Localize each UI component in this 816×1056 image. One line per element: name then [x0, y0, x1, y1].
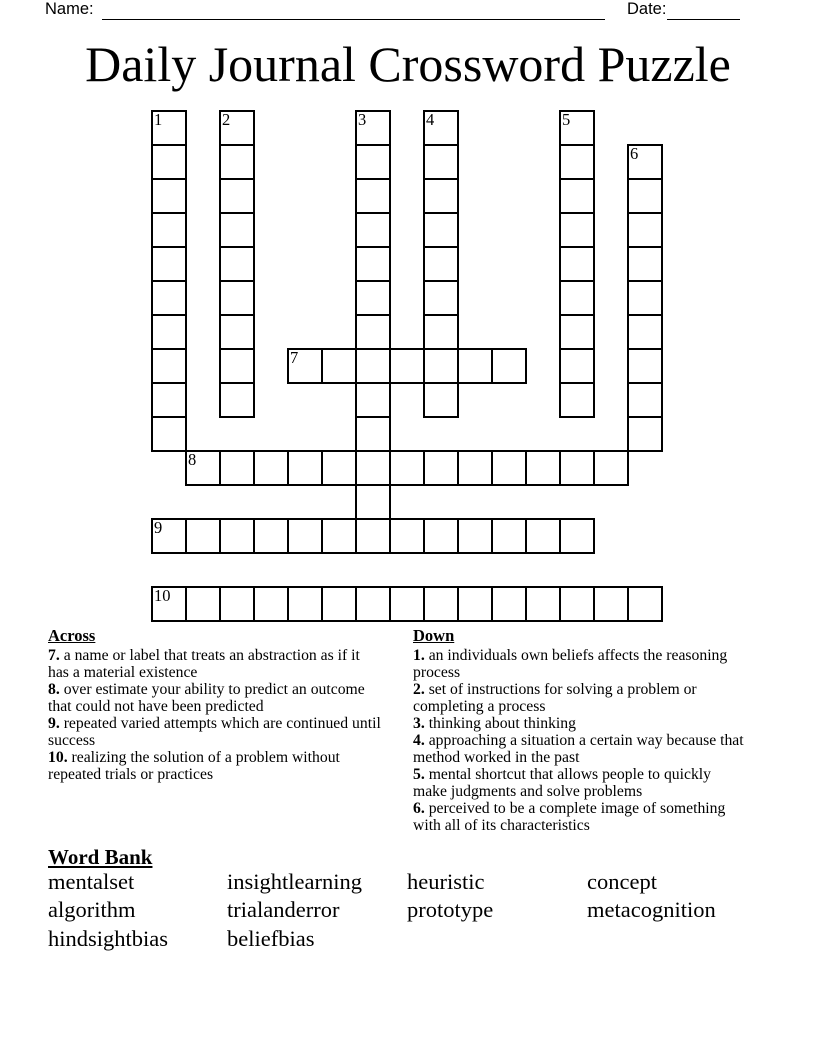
grid-cell[interactable] — [355, 586, 391, 622]
grid-cell[interactable] — [219, 246, 255, 282]
grid-cell[interactable] — [151, 314, 187, 350]
grid-cell[interactable] — [559, 280, 595, 316]
grid-cell[interactable] — [423, 246, 459, 282]
grid-cell[interactable] — [423, 518, 459, 554]
clue-number: 9. — [48, 715, 60, 732]
grid-cell[interactable] — [525, 450, 561, 486]
grid-cell[interactable] — [355, 450, 391, 486]
grid-cell[interactable] — [151, 382, 187, 418]
grid-cell-number: 1 — [154, 110, 163, 129]
grid-cell[interactable] — [219, 518, 255, 554]
clue-item — [413, 800, 747, 834]
grid-cell[interactable] — [559, 518, 595, 554]
date-label: Date: — [627, 0, 667, 18]
clue-text: approaching a situation a certain way because that method worked in the past — [413, 732, 744, 766]
grid-cell[interactable] — [185, 518, 221, 554]
grid-cell[interactable] — [389, 518, 425, 554]
clue-text: an individuals own beliefs affects the reasoning process — [413, 647, 728, 681]
grid-cell[interactable] — [151, 586, 187, 622]
grid-cell-number: 5 — [562, 110, 571, 129]
grid-cell[interactable] — [219, 382, 255, 418]
clue-item — [413, 715, 747, 732]
grid-cell[interactable] — [389, 586, 425, 622]
clue-item — [48, 715, 384, 749]
grid-cell[interactable] — [253, 518, 289, 554]
word-bank-item: heuristic — [407, 869, 485, 894]
clue-item — [48, 749, 384, 783]
grid-cell-number: 8 — [188, 450, 197, 469]
grid-cell[interactable] — [355, 416, 391, 452]
grid-cell[interactable] — [627, 178, 663, 214]
grid-cell[interactable] — [423, 314, 459, 350]
grid-cell[interactable] — [151, 110, 187, 146]
grid-cell[interactable] — [355, 144, 391, 180]
clue-text: set of instructions for solving a problem or completing a process — [413, 681, 697, 715]
grid-cell[interactable] — [185, 586, 221, 622]
clue-item — [413, 732, 747, 766]
grid-cell[interactable] — [219, 144, 255, 180]
grid-cell[interactable] — [219, 178, 255, 214]
grid-cell[interactable] — [491, 518, 527, 554]
grid-cell[interactable] — [219, 348, 255, 384]
grid-cell[interactable] — [321, 348, 357, 384]
clue-number: 4. — [413, 732, 425, 749]
page-title: Daily Journal Crossword Puzzle — [85, 36, 731, 92]
clue-text: realizing the solution of a problem without repeated trials or practices — [48, 749, 340, 783]
grid-cell[interactable] — [525, 518, 561, 554]
clue-number: 8. — [48, 681, 60, 698]
word-bank-item: hindsightbias — [48, 925, 169, 951]
grid-cell[interactable] — [457, 348, 493, 384]
grid-cell[interactable] — [185, 450, 221, 486]
grid-cell[interactable] — [593, 450, 629, 486]
grid-cell[interactable] — [491, 450, 527, 486]
grid-cell[interactable] — [151, 518, 187, 554]
grid-cell[interactable] — [321, 450, 357, 486]
grid-cell[interactable] — [321, 586, 357, 622]
grid-cell[interactable] — [151, 144, 187, 180]
grid-cell[interactable] — [593, 586, 629, 622]
clue-item — [48, 681, 384, 715]
grid-cell[interactable] — [627, 382, 663, 418]
word-bank-item: trialanderror — [227, 897, 340, 923]
grid-cell[interactable] — [219, 314, 255, 350]
grid-cell[interactable] — [355, 212, 391, 248]
grid-cell[interactable] — [559, 314, 595, 350]
clue-item — [413, 766, 747, 800]
grid-cell[interactable] — [355, 518, 391, 554]
grid-cell[interactable] — [423, 212, 459, 248]
grid-cell-number: 3 — [358, 110, 367, 129]
grid-cell[interactable] — [423, 110, 459, 146]
grid-cell[interactable] — [253, 586, 289, 622]
name-fill-line[interactable] — [102, 2, 605, 20]
grid-cell[interactable] — [287, 518, 323, 554]
grid-cell[interactable] — [457, 450, 493, 486]
across-clue-list — [48, 647, 384, 783]
across-clues-section — [48, 627, 384, 783]
grid-cell[interactable] — [219, 110, 255, 146]
crossword-grid — [151, 110, 663, 622]
grid-cell[interactable] — [253, 450, 289, 486]
word-bank-item: beliefbias — [227, 925, 315, 951]
clue-text: mental shortcut that allows people to quickly make judgments and solve problems — [413, 766, 712, 800]
clue-text: a name or label that treats an abstraction as if it has a material existence — [48, 647, 360, 681]
clue-number: 3. — [413, 715, 425, 732]
clue-item — [413, 681, 747, 715]
across-heading: Across — [48, 626, 96, 645]
clue-item — [413, 647, 747, 681]
grid-cell[interactable] — [559, 450, 595, 486]
grid-cell[interactable] — [355, 280, 391, 316]
clue-number: 5. — [413, 766, 425, 783]
down-heading: Down — [413, 626, 455, 645]
clue-text: thinking about thinking — [428, 715, 576, 732]
grid-cell[interactable] — [559, 348, 595, 384]
grid-cell[interactable] — [151, 246, 187, 282]
grid-cell[interactable] — [423, 450, 459, 486]
grid-cell[interactable] — [355, 246, 391, 282]
grid-cell[interactable] — [627, 314, 663, 350]
down-clues-section — [413, 627, 747, 834]
grid-cell[interactable] — [627, 144, 663, 180]
word-bank-heading: Word Bank — [48, 845, 153, 869]
clue-number: 6. — [413, 800, 425, 817]
word-bank-item: prototype — [407, 897, 494, 923]
grid-cell[interactable] — [423, 178, 459, 214]
grid-cell[interactable] — [287, 348, 323, 384]
date-fill-line[interactable] — [667, 2, 740, 20]
clue-item — [48, 647, 384, 681]
grid-cell[interactable] — [219, 212, 255, 248]
grid-cell[interactable] — [151, 280, 187, 316]
word-bank — [48, 868, 768, 953]
clue-text: over estimate your ability to predict an outcome that could not have been predicted — [48, 681, 365, 715]
grid-cell[interactable] — [151, 178, 187, 214]
grid-cell[interactable] — [389, 348, 425, 384]
grid-cell[interactable] — [219, 450, 255, 486]
grid-cell[interactable] — [559, 246, 595, 282]
grid-cell[interactable] — [423, 144, 459, 180]
grid-cell[interactable] — [457, 518, 493, 554]
grid-cell-number: 2 — [222, 110, 231, 129]
grid-cell[interactable] — [355, 348, 391, 384]
down-clue-list — [413, 647, 747, 834]
grid-cell-number: 10 — [154, 586, 171, 605]
grid-cell[interactable] — [627, 348, 663, 384]
clue-number: 7. — [48, 647, 60, 664]
grid-cell-number: 6 — [630, 144, 639, 163]
grid-cell[interactable] — [287, 450, 323, 486]
grid-cell-number: 7 — [290, 348, 299, 367]
grid-cell[interactable] — [559, 212, 595, 248]
grid-cell[interactable] — [219, 586, 255, 622]
grid-cell[interactable] — [219, 280, 255, 316]
grid-cell[interactable] — [627, 416, 663, 452]
clue-number: 1. — [413, 647, 425, 664]
grid-cell[interactable] — [423, 348, 459, 384]
grid-cell[interactable] — [423, 382, 459, 418]
clue-text: perceived to be a complete image of something with all of its characteristics — [413, 800, 726, 834]
clue-number: 2. — [413, 681, 425, 698]
name-label: Name: — [45, 0, 94, 18]
grid-cell[interactable] — [287, 586, 323, 622]
grid-cell[interactable] — [151, 348, 187, 384]
word-bank-item: insightlearning — [227, 869, 362, 894]
grid-cell[interactable] — [559, 382, 595, 418]
grid-cell[interactable] — [355, 382, 391, 418]
grid-cell[interactable] — [627, 246, 663, 282]
grid-cell-number: 9 — [154, 518, 163, 537]
grid-cell[interactable] — [491, 348, 527, 384]
grid-cell[interactable] — [627, 586, 663, 622]
word-bank-item: algorithm — [48, 897, 136, 923]
grid-cell[interactable] — [491, 586, 527, 622]
grid-cell[interactable] — [151, 416, 187, 452]
grid-cell[interactable] — [627, 280, 663, 316]
grid-cell[interactable] — [355, 484, 391, 520]
clue-number: 10. — [48, 749, 68, 766]
grid-cell[interactable] — [559, 586, 595, 622]
grid-cell[interactable] — [423, 586, 459, 622]
grid-cell[interactable] — [355, 110, 391, 146]
grid-cell[interactable] — [321, 518, 357, 554]
grid-cell[interactable] — [355, 178, 391, 214]
grid-cell[interactable] — [457, 586, 493, 622]
grid-cell-number: 4 — [426, 110, 435, 129]
word-bank-item: concept — [587, 869, 657, 894]
grid-cell[interactable] — [151, 212, 187, 248]
grid-cell[interactable] — [423, 280, 459, 316]
grid-cell[interactable] — [355, 314, 391, 350]
grid-cell[interactable] — [389, 450, 425, 486]
grid-cell[interactable] — [559, 144, 595, 180]
word-bank-item: metacognition — [587, 897, 716, 923]
clue-text: repeated varied attempts which are continued until success — [48, 715, 381, 749]
grid-cell[interactable] — [627, 212, 663, 248]
grid-cell[interactable] — [559, 110, 595, 146]
word-bank-item: mentalset — [48, 869, 135, 894]
grid-cell[interactable] — [559, 178, 595, 214]
grid-cell[interactable] — [525, 586, 561, 622]
